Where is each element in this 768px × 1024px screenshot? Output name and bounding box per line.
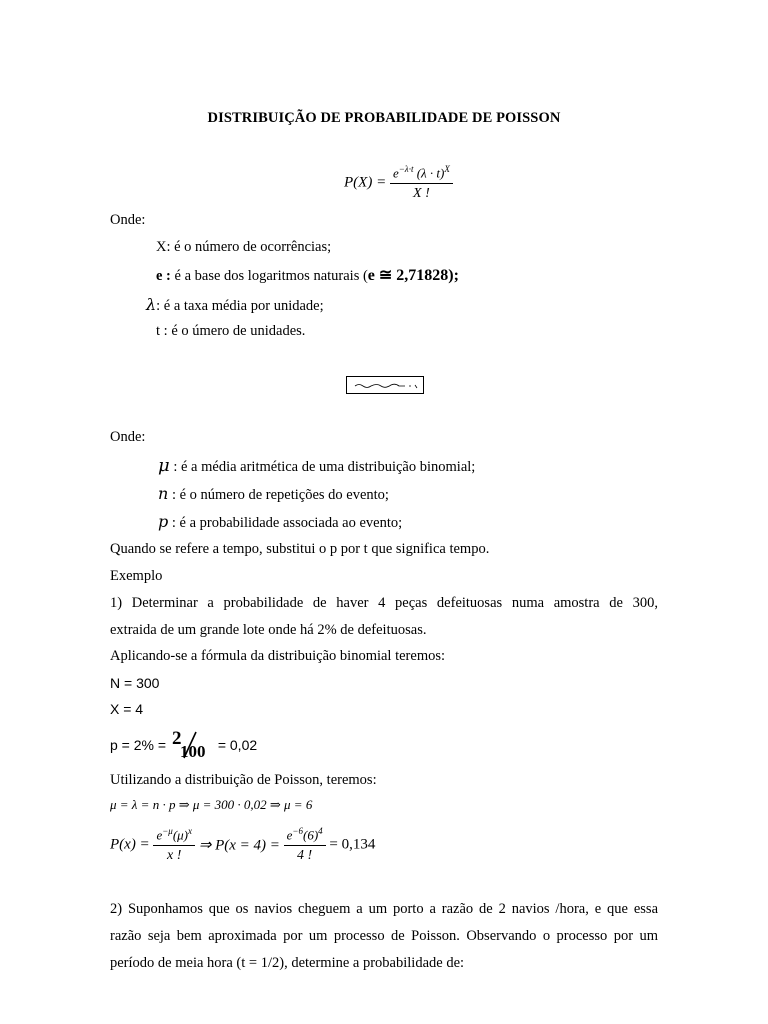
def-n: n : é o número de repetições do evento; [158,484,389,503]
example2-line2: razão seja bem aproximada por um processo de Poisson. Observando o processo por um [110,928,658,944]
example2-line1: 2) Suponhamos que os navios cheguem a um porto a razão de 2 navios /hora, e que essa [110,901,658,917]
example1-line3: Aplicando-se a fórmula da distribuição binomial teremos: [110,648,446,664]
formula-image-box [346,376,424,394]
formula-fraction [390,164,453,202]
x-value: X = 4 [110,701,144,717]
formula-denominator: X ! [413,186,430,202]
poisson-using: Utilizando a distribuição de Poisson, teremos: [110,772,377,788]
tempo-note: Quando se refere a tempo, substitui o p por t que significa tempo. [110,541,490,557]
n-value: N = 300 [110,675,160,691]
formula-numerator: $e^{-\lambda\cdot t}$ $(\lambda \cdot t)^X$ [390,164,453,184]
poisson-formula [344,164,453,202]
onde-label-1: Onde: [110,212,146,228]
def-p: p : é a probabilidade associada ao evento; [158,512,403,531]
def-lambda: λ: é a taxa média por unidade; [146,295,324,314]
example2-line3: período de meia hora (t = 1/2), determine a probabilidade de: [110,955,465,971]
def-e: e : é a base dos logaritmos naturais (e ≅ 2,71828); [156,267,459,284]
onde-label-2: Onde: [110,429,146,445]
def-t: t : é o úmero de unidades. [156,323,306,339]
p-value: p = 2% = 2 100 = 0,02 [110,728,258,761]
mu-formula: μ = λ = n · p ⇒ μ = 300 · 0,02 ⇒ μ = 6 [110,797,313,812]
def-x: X: é o número de ocorrências; [156,239,332,255]
exemplo-label: Exemplo [110,568,163,584]
formula-scribble [347,377,423,393]
result-formula: P(x) = $\frac{e^{-\mu}(\mu)^x}{x !}$ ⇒ P(x = 4) = $\frac{e^{-6}(6)^4}{4 !}$ = 0,134 [110,826,376,864]
def-mu: μ : é a média aritmética de uma distribuição binomial; [158,455,476,476]
example1-line1: 1) Determinar a probabilidade de haver 4 peças defeituosas numa amostra de 300, [110,595,658,611]
p-fraction: 2 100 [171,728,206,761]
formula-lhs: P(X) = [344,174,387,191]
page-title: DISTRIBUIÇÃO DE PROBABILIDADE DE POISSON [207,110,561,126]
result-fraction-1: $\frac{e^{-\mu}(\mu)^x}{x !}$ [153,826,195,864]
example1-line2: extraida de um grande lote onde há 2% de defeituosas. [110,622,427,638]
result-fraction-2: $\frac{e^{-6}(6)^4}{4 !}$ [284,826,326,864]
